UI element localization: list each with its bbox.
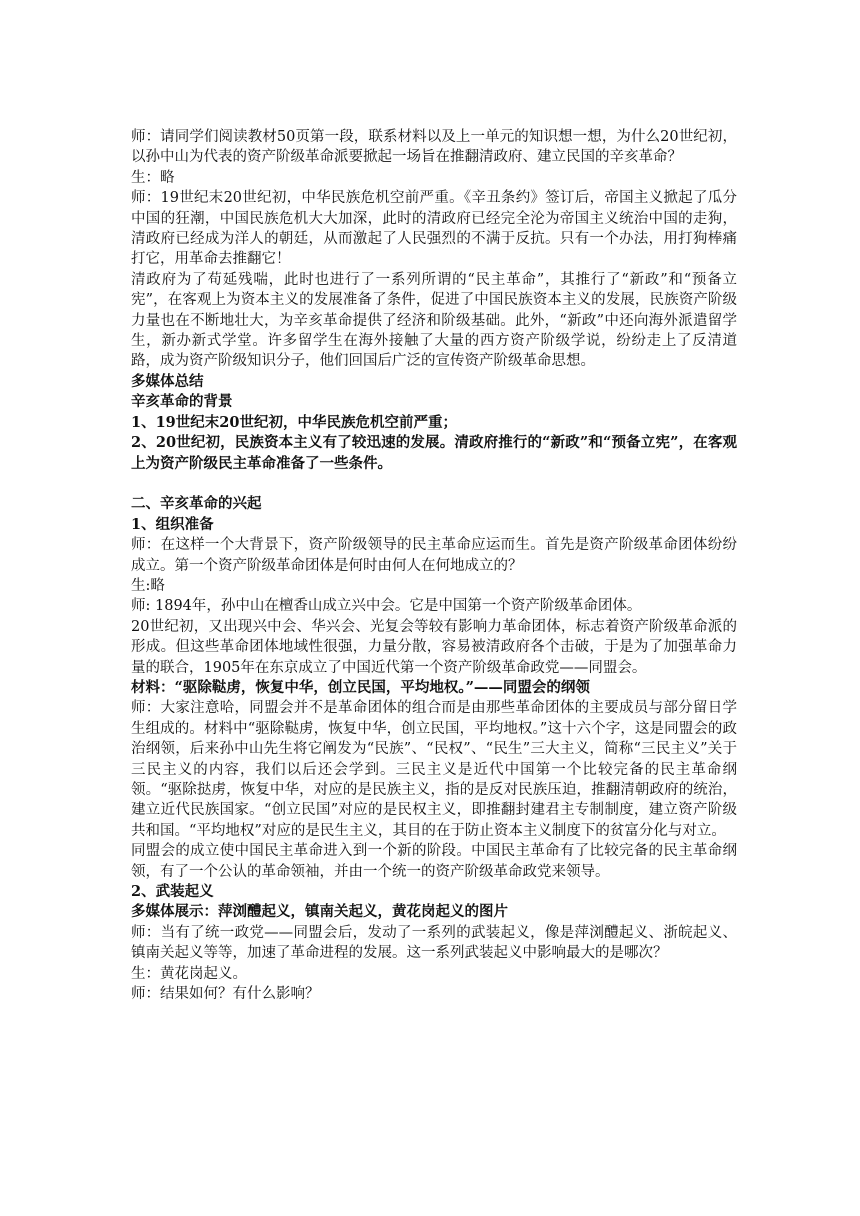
- body-paragraph: 师：结果如何？有什么影响？: [131, 986, 320, 1003]
- bold-heading-paragraph: 多媒体展示：萍浏醴起义，镇南关起义，黄花岗起义的图片: [131, 903, 508, 921]
- bold-heading-paragraph: 二、辛亥革命的兴起: [131, 495, 262, 513]
- body-paragraph: 师：请同学们阅读教材50页第一段，联系材料以及上一单元的知识想一想，为什么20世纪初，以孙中山为代表的资产阶级革命派要掀起一场旨在推翻清政府、建立民国的辛亥革命？: [131, 129, 737, 166]
- document-page: [131, 127, 737, 1004]
- body-paragraph: 师：当有了统一政党——同盟会后，发动了一系列的武装起义，像是萍浏醴起义、浙皖起义、镇南关起义等等，加速了革命进程的发展。这一系列武装起义中影响最大的是哪次？: [131, 924, 737, 962]
- bold-heading-paragraph: 2、武装起义: [131, 883, 214, 901]
- bold-heading-paragraph: 1、组织准备: [131, 515, 214, 533]
- bold-heading-paragraph: 1、19世纪末20世纪初，中华民族危机空前严重；: [131, 413, 457, 431]
- bold-heading-paragraph: 多媒体总结: [131, 372, 204, 390]
- body-paragraph: 生：略: [131, 169, 175, 186]
- bold-heading-paragraph: 2、20世纪初，民族资本主义有了较迅速的发展。清政府推行的“新政”和“预备立宪”，在客观上为资产阶级民主革命准备了一些条件。: [131, 434, 737, 472]
- body-paragraph: 师：19世纪末20世纪初，中华民族危机空前严重。《辛丑条约》签订后，帝国主义掀起了瓜分中国的狂潮，中国民族危机大大加深，此时的清政府已经完全沦为帝国主义统治中国的走狗，清政府已经成为洋人的朝廷，从而激起了人民强烈的不满于反抗。只有一个办法，用打狗棒痛打它，用革命去推翻它！: [131, 190, 737, 268]
- body-paragraph: 同盟会的成立使中国民主革命进入到一个新的阶段。中国民主革命有了比较完备的民主革命纲领，有了一个公认的革命领袖，并由一个统一的资产阶级革命政党来领导。: [131, 843, 737, 880]
- body-paragraph: 师: 1894年，孙中山在檀香山成立兴中会。它是中国第一个资产阶级革命团体。: [131, 598, 642, 615]
- bold-heading-paragraph: 材料：“驱除鞑虏，恢复中华，创立民国，平均地权。”——同盟会的纲领: [131, 678, 590, 696]
- body-paragraph: 生:略: [131, 577, 165, 594]
- blank-line: [131, 474, 737, 494]
- body-paragraph: 清政府为了苟延残喘，此时也进行了一系列所谓的“民主革命”，其推行了“新政”和“预备立宪”，在客观上为资本主义的发展准备了条件，促进了中国民族资本主义的发展，民族资产阶级力量也在不断地壮大，为辛亥革命提供了经济和阶级基础。此外，“新政”中还向海外派遣留学生，新办新式学堂。许多留学生在海外接触了大量的西方资产阶级学说，纷纷走上了反清道路，成为资产阶级知识分子，他们回国后广泛的宣传资产阶级革命思想。: [131, 271, 737, 370]
- body-paragraph: 20世纪初，又出现兴中会、华兴会、光复会等较有影响力革命团体，标志着资产阶级革命派的形成。但这些革命团体地域性很强，力量分散，容易被清政府各个击破，于是为了加强革命力量的联合，1905年在东京成立了中国近代第一个资产阶级革命政党——同盟会。: [131, 618, 737, 676]
- bold-heading-paragraph: 辛亥革命的背景: [131, 393, 233, 411]
- body-paragraph: 师：大家注意哈，同盟会并不是革命团体的组合而是由那些革命团体的主要成员与部分留日学生组成的。材料中“驱除鞑虏，恢复中华，创立民国，平均地权。”这十六个字，这是同盟会的政治纲领，后来孙中山先生将它阐发为“民族”、“民权”、“民生”三大主义，简称“三民主义”关于三民主义的内容，我们以后还会学到。三民主义是近代中国第一个比较完备的民主革命纲领。“驱除挞虏，恢复中华，对应的是民族主义，指的是反对民族压迫，推翻清朝政府的统治，建立近代民族国家。“创立民国”对应的是民权主义，即推翻封建君主专制制度，建立资产阶级共和国。“平均地权”对应的是民生主义，其目的在于防止资本主义制度下的贫富分化与对立。: [131, 700, 737, 839]
- body-paragraph: 师：在这样一个大背景下，资产阶级领导的民主革命应运而生。首先是资产阶级革命团体纷纷成立。第一个资产阶级革命团体是何时由何人在何地成立的？: [131, 537, 737, 574]
- body-paragraph: 生：黄花岗起义。: [131, 965, 247, 982]
